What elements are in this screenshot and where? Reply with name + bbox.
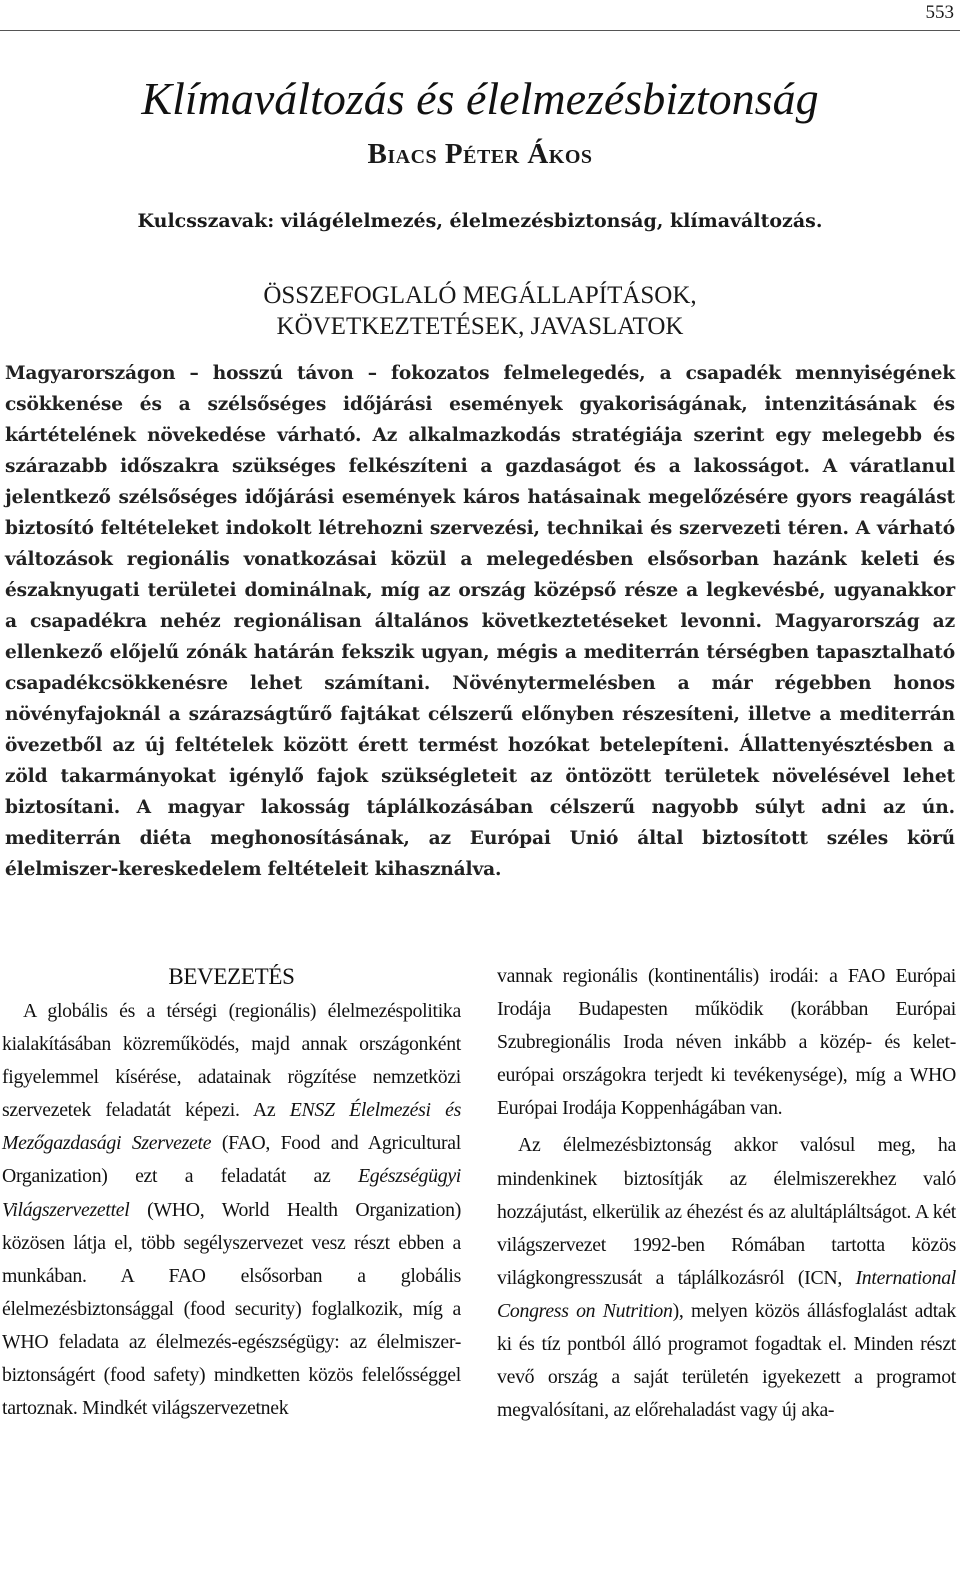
- text-run: (FAO, Food and Agricultural Organization) ezt a feladatát az: [2, 1132, 461, 1188]
- italic-run: Egészségügyi Világszervezettel: [2, 1165, 461, 1221]
- header-rule: [0, 30, 960, 31]
- summary-heading-line-1: ÖSSZEFOGLALÓ MEGÁLLAPÍTÁSOK,: [263, 282, 697, 309]
- intro-paragraph-1-continued: vannak regionális (kontinentális) irodái: a FAO Európai Irodája Budapesten működik (korábban Európai Szubregionális Iroda néven inkább a közép- és kelet-európai országokra terjedt ki tevékenysége), míg a WHO Európai Irodája Koppenhágában van.: [497, 965, 956, 1120]
- intro-heading: BEVEZETÉS: [168, 964, 295, 989]
- summary-heading: [0, 280, 960, 342]
- left-column: [2, 960, 461, 1425]
- intro-paragraph-2: [497, 1129, 956, 1427]
- page-number: 553: [925, 2, 954, 23]
- summary-heading-line-2: KÖVETKEZTETÉSEK, JAVASLATOK: [276, 313, 684, 340]
- summary-text: Magyarországon – hosszú távon – fokozatos felmelegedés, a csapadék mennyiségének csökkenése és a szélsőséges időjárási események gyakoriságának, intenzitásának és kártételének növekedése várható. Az alkalmazkodás stratégiája szerint egy melegebb és szárazabb időszakra szükséges felkészíteni a gazdaságot és a lakosságot. A váratlanul jelentkező szélsőséges időjárási események káros hatásainak megelőzésére gyors reagálást biztosító feltételeket indokolt létrehozni szervezési, technikai és szervezeti téren. A várható változások regionális vonatkozásai közül a melegedésben elsősorban hazánk keleti és északnyugati területei dominálnak, míg az ország középső része a legkevésbé, ugyanakkor a csapadékra nehéz regionálisan általános következtetéseket levonni. Magyarország az ellenkező előjelű zónák határán fekszik ugyan, mégis a mediterrán térségben tapasztalható csapadékcsökkenésre lehet számítani. Növénytermelésben a már régebben honos növényfajoknál a szárazságtűrő fajtákat célszerű előnyben részesíteni, illetve a mediterrán övezetből az új feltételek között érett termést hozókat betelepíteni. Állattenyésztésben a zöld takarmányokat igénylő fajok szükségleteit az öntözött területek növelésével lehet biztosítani. A magyar lakosság táplálkozásában célszerű nagyobb súlyt adni az ún. mediterrán diéta meghonosításának, az Európai Unió által biztosított széles körű élelmiszer-kereskedelem feltételeit kihasználva.: [5, 363, 955, 880]
- italic-run: ENSZ Élelmezési és Mezőgazdasági Szervezete: [2, 1099, 462, 1155]
- keywords: Kulcsszavak: világélelmezés, élelmezésbiztonság, klímaváltozás.: [137, 210, 823, 232]
- text-run: Az élelmezésbiztonság akkor valósul meg, ha mindenkinek biztosítják az élelmiszerekhez való hozzájutást, elkerülik az éhezést és az alultápláltságot. A két világszervezet 1992-ben Rómában tartotta közös világkongresszusát a táplálkozásról (ICN,: [497, 1134, 956, 1289]
- text-run: (WHO, World Health Organization) közösen látja el, több segélyszervezet vesz részt ebben a munkában. A FAO elsősorban a globális élelmezésbiztonsággal (food security) foglalkozik, míg a WHO feladata az élelmezés-egészségügy: az élelmiszer-biztonságért (food safety) mindketten közös felelősséggel tartoznak. Mindkét világszervezetnek: [2, 1198, 461, 1420]
- text-run: ), melyen közös állásfoglalást adtak ki és tíz pontból álló programot fogadtak el. Minden részt vevő ország a saját területén igyekezett a programot megvalósítani, az előrehaladást vagy új aka-: [497, 1299, 956, 1422]
- intro-paragraph-1: [2, 995, 461, 1425]
- article-title: Klímaváltozás és élelmezésbiztonság: [141, 73, 819, 124]
- text-run: A globális és a térségi (regionális) élelmezéspolitika kialakításában közreműködés, majd annak országonként figyelemmel kísérése, adatainak rögzítése nemzetközi szervezetek feladatát képezi. Az: [2, 1000, 461, 1122]
- article-author: Biacs Péter Ákos: [367, 138, 593, 170]
- italic-run: International Congress on Nutrition: [497, 1266, 956, 1322]
- right-column: [497, 960, 956, 1427]
